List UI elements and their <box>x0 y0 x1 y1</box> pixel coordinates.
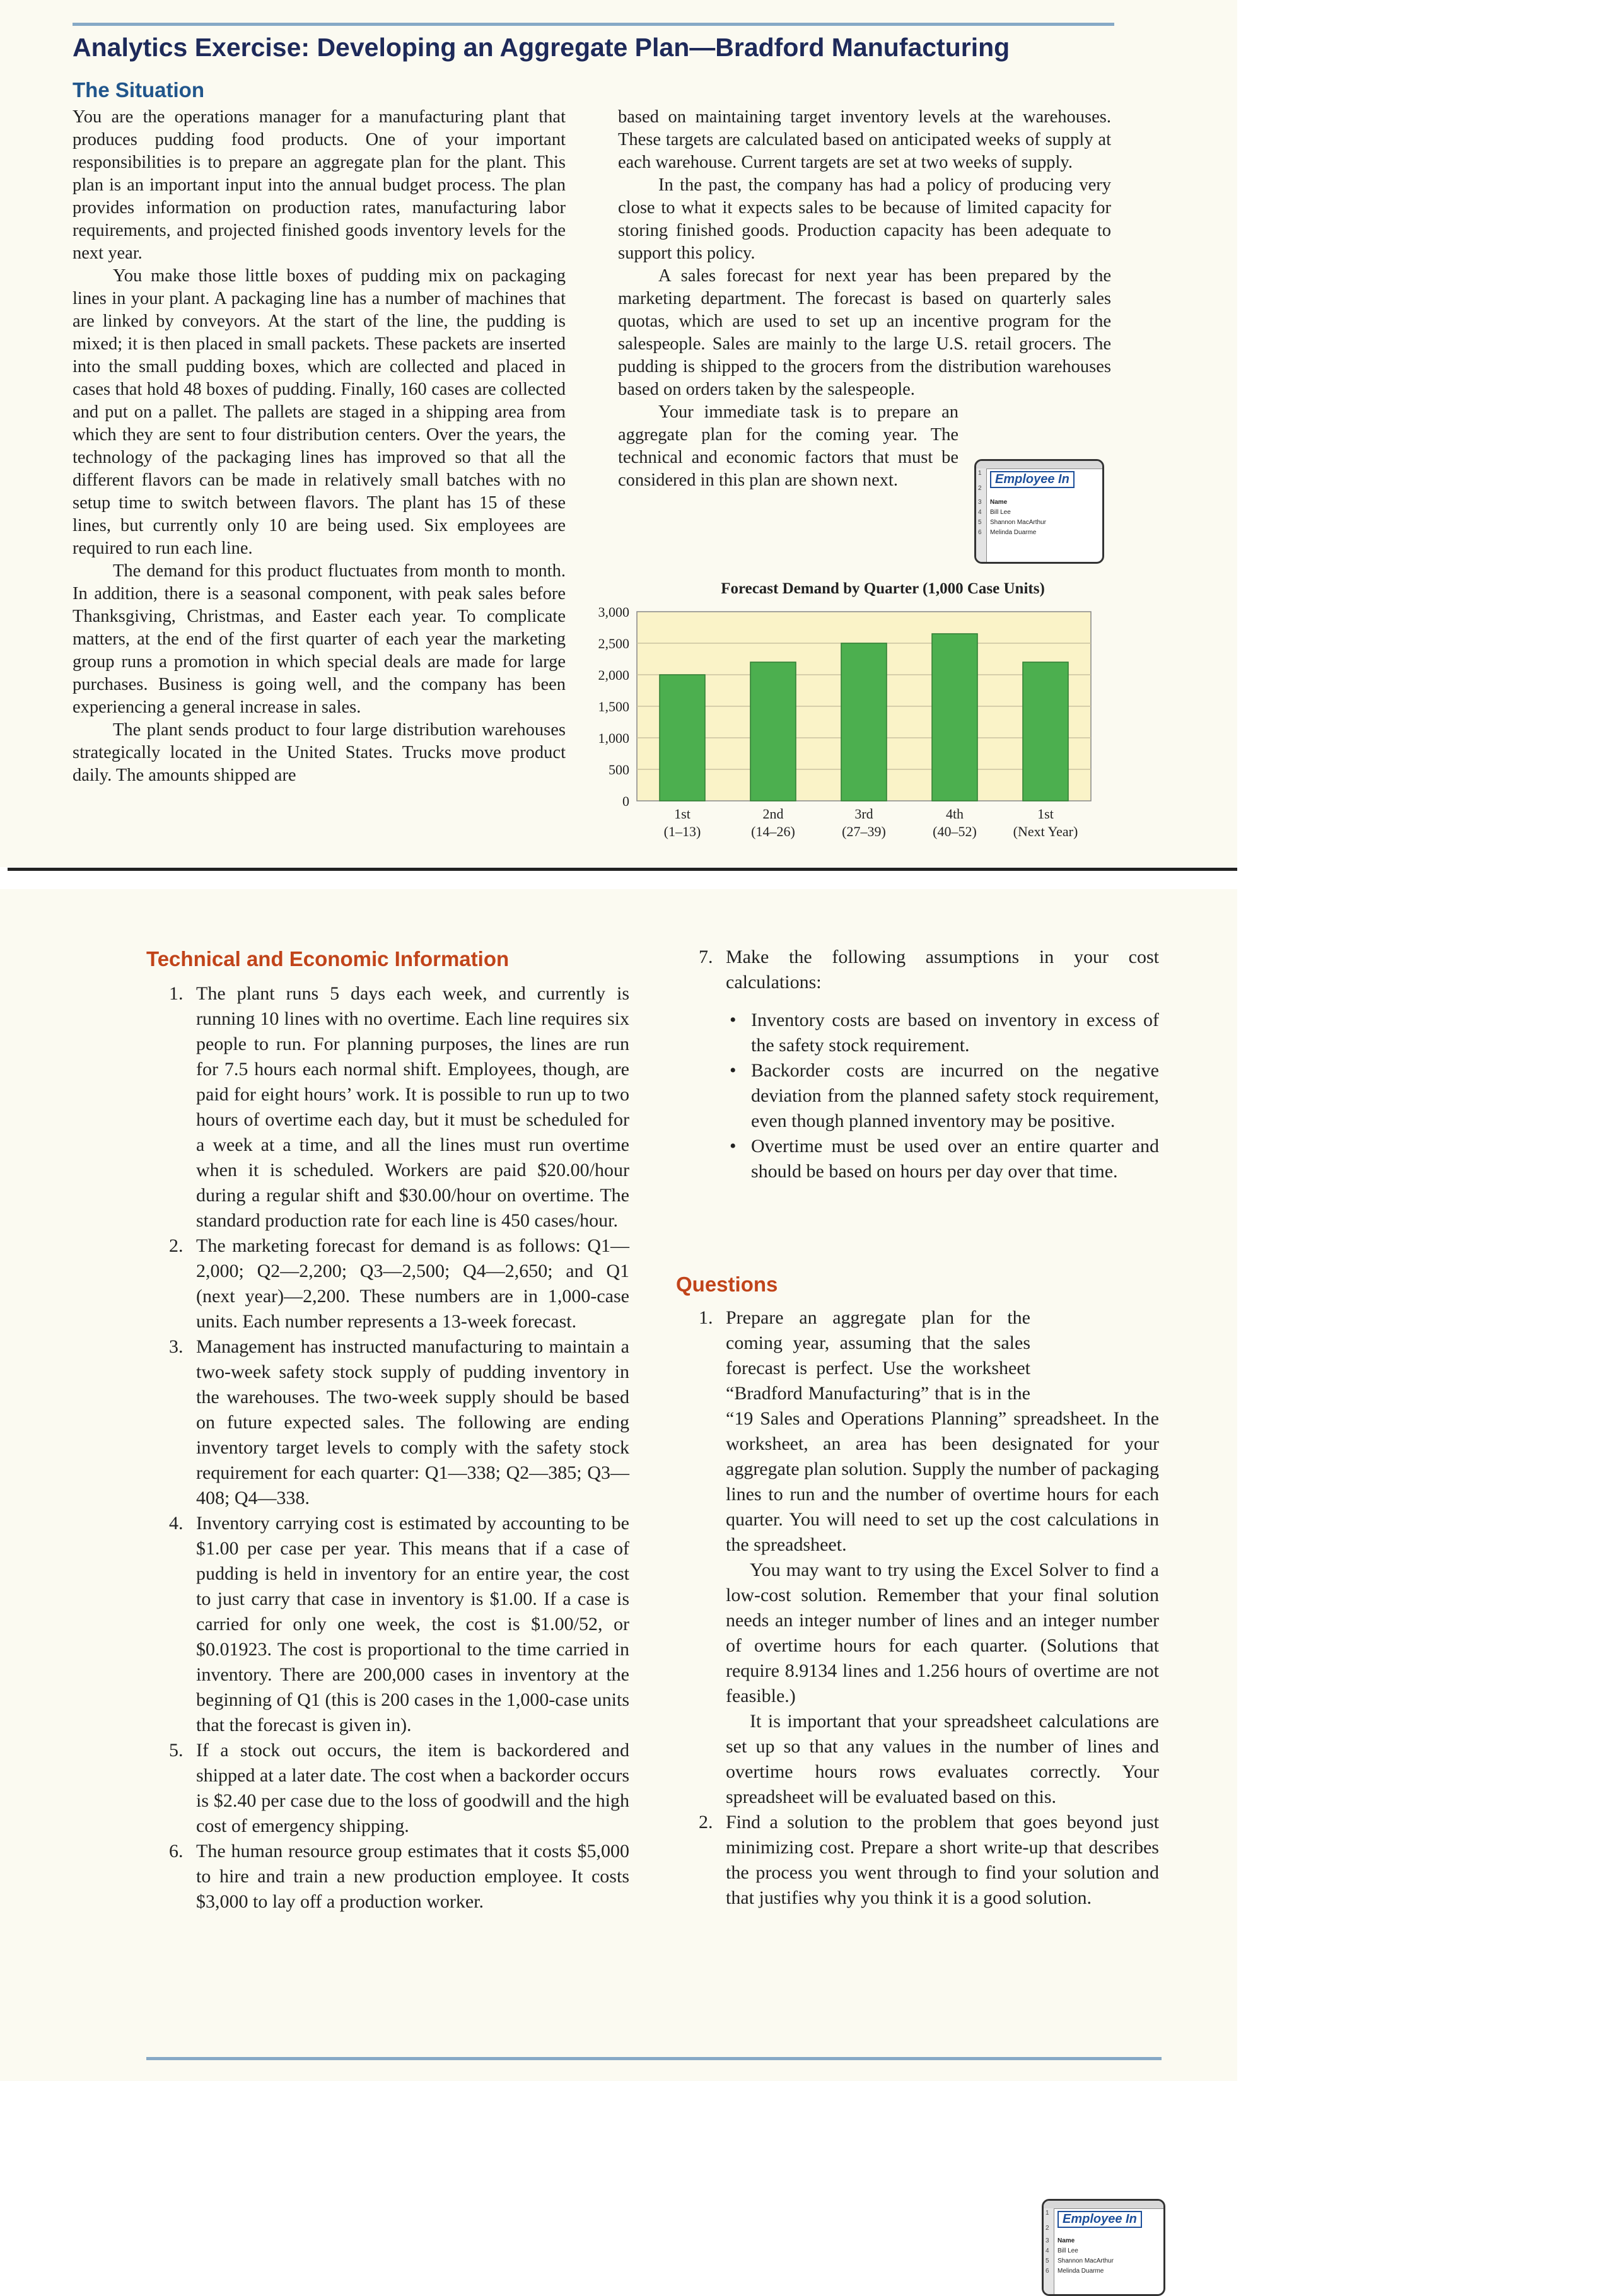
thumbnail-cell: Name <box>1057 2237 1075 2244</box>
list-item <box>169 981 629 1233</box>
excel-spreadsheet-icon <box>974 459 1104 564</box>
thumbnail-cell: Bill Lee <box>1057 2247 1078 2254</box>
list-item <box>169 1738 629 1839</box>
page-2 <box>0 889 1237 2275</box>
chart-title: Forecast Demand by Quarter (1,000 Case Units) <box>721 580 1045 597</box>
thumbnail-cell: Bill Lee <box>990 509 1011 516</box>
x-tick-label: 2nd <box>762 806 784 822</box>
y-tick-label: 3,000 <box>598 604 629 620</box>
question-paragraph: It is important that your spreadsheet calculations are set up so that any values in the number of lines and overtime hours rows evaluates correctly. Your spreadsheet will be evaluated based on this. <box>726 1711 1159 1807</box>
item-text: Inventory carrying cost is estimated by accounting to be $1.00 per case per year. This means that if a case of pudding is held in inventory for an entire year, the cost to just carry that case in inventory is $1.00. If a case is carried for only one week, the cost is $1.00/52, or $0.01923. The cost is proportional to the time carried in inventory. There are 200,000 cases in inventory at the beginning of Q1 (this is 200 cases in the 1,000-case units that the forecast is given in). <box>196 1513 629 1735</box>
bar <box>841 643 887 801</box>
questions-list <box>699 1305 1159 1911</box>
item-number: 3. <box>169 1336 184 1357</box>
paragraph: The plant sends product to four large distribution warehouses strategically located in the United States. Trucks move product daily. The amounts shipped are <box>73 720 566 785</box>
row-number: 4 <box>978 509 982 516</box>
bullet-item: • Backorder costs are incurred on the negative deviation from the planned safety stock requirement, even though planned inventory may be positive. <box>730 1060 1159 1131</box>
forecast-demand-chart <box>568 586 1110 851</box>
list-item <box>169 1511 629 1738</box>
item-number: 2. <box>169 1235 184 1256</box>
technical-heading: Technical and Economic Information <box>146 947 510 970</box>
paragraph: Your immediate task is to prepare an aggregate plan for the coming year. The technical and economic factors that must be considered in this plan are shown next. <box>618 402 958 490</box>
row-number: 4 <box>1046 2247 1049 2254</box>
excel-spreadsheet-icon <box>1042 2199 1165 2296</box>
item-text: If a stock out occurs, the item is backordered and shipped at a later date. The cost when a backorder occurs is $2.40 per case due to the loss of goodwill and the high cost of emergency shipping. <box>196 1740 629 1836</box>
item-number: 4. <box>169 1513 184 1534</box>
bar <box>932 634 977 801</box>
row-number: 6 <box>1046 2268 1049 2275</box>
paragraph: In the past, the company has had a policy of producing very close to what it expects sales to be because of limited capacity for storing finished goods. Production capacity has been adequate to support this policy. <box>618 175 1111 263</box>
row-number: 1 <box>1046 2210 1049 2217</box>
bottom-rule <box>146 2057 1162 2060</box>
bullet-text: Inventory costs are based on inventory in excess of the safety stock requirement. <box>751 1010 1159 1056</box>
technical-list <box>169 981 629 1914</box>
x-tick-sublabel: (27–39) <box>842 824 886 839</box>
item-number: 7. <box>699 947 713 967</box>
question-number: 2. <box>699 1812 713 1833</box>
list-item <box>169 1839 629 1914</box>
question-paragraph: Prepare an aggregate plan for the coming year, assuming that the sales forecast is perfect. Use the worksheet “Bradford Manufacturing” that is in the “19 Sales and Operations Planning” spreadsheet. In the worksheet, an area has been designated for your aggregate plan solution. Supply the number of packaging lines to run and the number of overtime hours for each quarter. You will need to set up the cost calculations in the spreadsheet. <box>726 1307 1159 1555</box>
x-tick-label: 1st <box>674 806 690 822</box>
thumbnail-cell: Melinda Duarme <box>1057 2268 1104 2275</box>
thumbnail-cell: Melinda Duarme <box>990 529 1037 536</box>
x-tick-sublabel: (Next Year) <box>1013 824 1078 839</box>
x-tick-label: 4th <box>945 806 964 822</box>
question-2 <box>699 1810 1159 1911</box>
paragraph: You make those little boxes of pudding mix on packaging lines in your plant. A packaging line has a number of machines that are linked by conveyors. At the start of the line, the pudding is mixed; it is then placed in small packets. These packets are inserted into the small pudding boxes, which are collected and placed in cases that hold 48 boxes of pudding. Finally, 160 cases are collected and put on a pallet. The pallets are staged in a shipping area from which they are sent to four distribution centers. Over the years, the technology of the packaging lines has improved so that all the different flavors can be made in relatively small batches with no setup time to switch between flavors. The plant has 15 of these lines, but currently only 10 are being used. Six employees are required to run each line. <box>73 266 566 558</box>
x-tick-label: 3rd <box>854 806 873 822</box>
question-paragraph: You may want to try using the Excel Solver to find a low-cost solution. Remember that your final solution needs an integer number of lines and an integer number of overtime hours for each quarter. (Solutions that require 8.9134 lines and 1.256 hours of overtime are not feasible.) <box>726 1559 1159 1706</box>
assumptions-block <box>699 945 1159 1184</box>
bullet-text: Overtime must be used over an entire quarter and should be based on hours per day over that time. <box>751 1136 1159 1182</box>
bar <box>1023 662 1068 801</box>
thumbnail-cell: Name <box>990 499 1008 506</box>
bullet-text: Backorder costs are incurred on the negative deviation from the planned safety stock requirement, even though planned inventory may be positive. <box>751 1060 1159 1131</box>
paragraph: A sales forecast for next year has been prepared by the marketing department. The forecast is based on quarterly sales quotas, which are used to set up an incentive program for the salespeople. Sales are mainly to the large U.S. retail grocers. The pudding is shipped to the grocers from the distribution warehouses based on orders taken by the salespeople. <box>618 266 1111 399</box>
x-tick-sublabel: (14–26) <box>751 824 795 839</box>
question-1 <box>699 1305 1159 1810</box>
bar <box>660 675 705 801</box>
list-item <box>169 1233 629 1334</box>
page-separator <box>8 868 1237 871</box>
paragraph: The demand for this product fluctuates from month to month. In addition, there is a seasonal component, with peak sales before Thanksgiving, Christmas, and Easter each year. To complicate matters, at the end of the first quarter of each year the marketing group runs a promotion in which special deals are made for large purchases. Business is going well, and the company has been experiencing a general increase in sales. <box>73 561 566 717</box>
row-number: 5 <box>1046 2258 1049 2264</box>
thumbnail-cell: Shannon MacArthur <box>1057 2258 1114 2264</box>
x-tick-label: 1st <box>1037 806 1054 822</box>
row-number: 5 <box>978 519 982 526</box>
thumbnail-cell: Shannon MacArthur <box>990 519 1046 526</box>
question-number: 1. <box>699 1307 713 1328</box>
y-tick-label: 2,000 <box>598 667 629 683</box>
y-tick-label: 2,500 <box>598 636 629 651</box>
exercise-title: Analytics Exercise: Developing an Aggregate Plan—Bradford Manufacturing <box>73 33 1010 62</box>
row-number: 3 <box>978 499 982 506</box>
assumption-bullets <box>726 1008 1159 1184</box>
paragraph: You are the operations manager for a manufacturing plant that produces pudding food products. One of your important responsibilities is to prepare an aggregate plan for the plant. This plan is an important input into the annual budget process. The plan provides information on production rates, manufacturing labor requirements, and projected finished goods inventory levels for the next year. <box>73 107 566 263</box>
item-text: Make the following assumptions in your cost calculations: <box>726 947 1159 993</box>
list-item <box>169 1334 629 1511</box>
situation-left-column <box>73 106 566 787</box>
row-number: 6 <box>978 529 982 536</box>
page-1 <box>0 0 1237 867</box>
row-number: 1 <box>978 470 982 477</box>
bullet-item: • Inventory costs are based on inventory in excess of the safety stock requirement. <box>730 1010 1159 1056</box>
thumbnail-header: Employee In <box>1057 2211 1142 2228</box>
item-number: 1. <box>169 983 184 1004</box>
situation-heading: The Situation <box>73 78 204 102</box>
row-number: 2 <box>1046 2225 1049 2232</box>
y-tick-label: 500 <box>609 762 629 778</box>
bullet-item: • Overtime must be used over an entire quarter and should be based on hours per day over that time. <box>730 1136 1159 1182</box>
item-text: The human resource group estimates that it costs $5,000 to hire and train a new production employee. It costs $3,000 to lay off a production worker. <box>196 1841 629 1912</box>
row-number: 2 <box>978 485 982 492</box>
item-text: The plant runs 5 days each week, and currently is running 10 lines with no overtime. Each line requires six people to run. For planning purposes, the lines are run for 7.5 hours each normal shift. Employees, though, are paid for eight hours’ work. It is possible to run up to two hours of overtime each day, but it must be scheduled for a week at a time, and all the lines must run overtime when it is scheduled. Workers are paid $20.00/hour during a regular shift and $30.00/hour on overtime. The standard production rate for each line is 450 cases/hour. <box>196 983 629 1231</box>
questions-heading: Questions <box>676 1273 778 1296</box>
paragraph: based on maintaining target inventory levels at the warehouses. These targets are calculated based on anticipated weeks of supply at each warehouse. Current targets are set at two weeks of supply. <box>618 107 1111 172</box>
bar <box>750 662 796 801</box>
item-text: Management has instructed manufacturing to maintain a two-week safety stock supply of pudding inventory in the warehouses. The two-week supply should be based on future expected sales. The following are ending inventory target levels to comply with the safety stock requirement for each quarter: Q1—338; Q2—385; Q3—408; Q4—338. <box>196 1336 629 1508</box>
row-number: 3 <box>1046 2237 1049 2244</box>
x-tick-sublabel: (40–52) <box>933 824 977 839</box>
y-tick-label: 1,500 <box>598 699 629 714</box>
top-rule <box>73 23 1114 26</box>
list-item <box>699 945 1159 1184</box>
situation-right-column <box>618 106 1111 492</box>
thumbnail-header: Employee In <box>990 471 1075 488</box>
question-text: Find a solution to the problem that goes beyond just minimizing cost. Prepare a short write-up that describes the process you went through to find your solution and that justifies why you think it is a good solution. <box>726 1812 1159 1908</box>
x-tick-sublabel: (1–13) <box>663 824 701 839</box>
item-text: The marketing forecast for demand is as follows: Q1—2,000; Q2—2,200; Q3—2,500; Q4—2,650; and Q1 (next year)—2,200. These numbers are in 1,000-case units. Each number represents a 13-week forecast. <box>196 1235 629 1332</box>
y-tick-label: 1,000 <box>598 730 629 746</box>
item-number: 6. <box>169 1841 184 1862</box>
y-tick-label: 0 <box>622 793 629 809</box>
item-number: 5. <box>169 1740 184 1761</box>
